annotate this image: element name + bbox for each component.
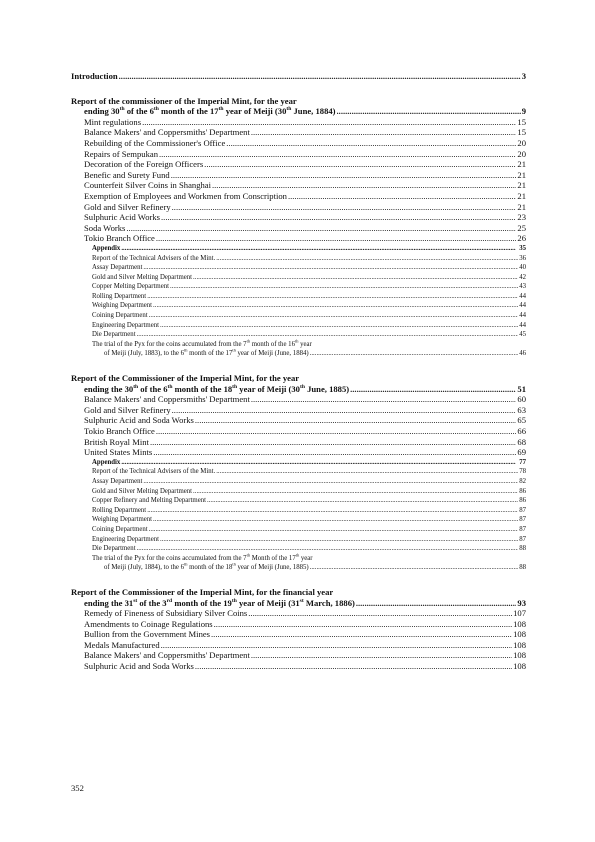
dot-leader — [156, 233, 517, 244]
ordinal-suffix: st — [299, 597, 304, 604]
entry-title: Assay Department — [92, 264, 143, 272]
entry-title: Copper Refinery and Melting Department — [92, 497, 207, 505]
entry-title: Mint regulations — [84, 116, 142, 127]
dot-leader — [211, 629, 512, 640]
entry-title: Gold and Silver Refinery — [84, 404, 171, 415]
pyx-entry-line2 — [71, 349, 526, 359]
appendix-entry — [71, 244, 526, 254]
dot-leader — [356, 598, 517, 609]
dot-leader — [248, 608, 512, 619]
dot-leader — [156, 426, 517, 437]
dot-leader — [160, 535, 518, 545]
page-ref: 108 — [513, 650, 526, 661]
dot-leader — [172, 202, 517, 213]
entry-title: Balance Makers' and Coppersmiths' Department — [84, 394, 250, 405]
text-segment: June, 1884) — [291, 106, 336, 117]
toc-subentry — [71, 301, 526, 311]
dot-leader — [137, 330, 519, 340]
page-ref: 36 — [519, 254, 526, 262]
page-ref: 26 — [517, 233, 526, 244]
text-segment: month of the 18 — [172, 383, 233, 394]
dot-leader — [172, 405, 517, 416]
dot-leader — [149, 311, 519, 321]
toc-entry — [71, 202, 526, 213]
page-ref: 42 — [519, 273, 526, 281]
section-heading: Report of the commissioner of the Imperial Mint, for the year — [71, 95, 297, 106]
pyx-entry-line1 — [71, 340, 526, 350]
page-ref: 86 — [519, 497, 526, 505]
page-ref: 65 — [517, 415, 526, 426]
toc-subentry — [71, 273, 526, 283]
page-ref: 44 — [519, 292, 526, 300]
page-ref: 15 — [517, 116, 526, 127]
section-subheading — [71, 598, 526, 609]
toc-entry — [71, 650, 526, 661]
dot-leader — [161, 640, 512, 651]
table-of-contents — [71, 71, 526, 672]
entry-title: Coining Department — [92, 525, 148, 533]
ordinal-suffix: th — [299, 383, 305, 390]
entry-title: United States Mints — [84, 447, 153, 458]
entry-title: Repairs of Sempukan — [84, 148, 158, 159]
text-segment: The trial of the Pyx for the coins accumulated from the 7 — [92, 340, 247, 348]
toc-subentry — [71, 525, 526, 535]
dot-leader — [153, 515, 518, 525]
ordinal-suffix: th — [246, 552, 251, 558]
entry-title: Appendix — [92, 244, 121, 252]
page-ref: 9 — [521, 106, 526, 117]
page-ref: 87 — [519, 506, 526, 514]
page-ref: 21 — [517, 190, 526, 201]
toc-subentry — [71, 515, 526, 525]
dot-leader — [310, 349, 519, 359]
ordinal-suffix: th — [167, 383, 173, 390]
page-ref: 77 — [519, 458, 526, 466]
entry-title: Die Department — [92, 331, 136, 339]
text-segment: of Meiji (July, 1884), to the 6 — [104, 564, 184, 572]
section-gap — [71, 359, 526, 373]
dot-leader — [171, 170, 517, 181]
pyx-entry-line2 — [71, 563, 526, 573]
entry-title: Decoration of the Foreign Officers — [84, 159, 204, 170]
entry-title: Introduction — [71, 71, 118, 81]
page-ref: 35 — [519, 244, 526, 252]
dot-leader — [195, 661, 512, 672]
toc-subentry — [71, 330, 526, 340]
toc-subentry — [71, 477, 526, 487]
text-segment: year of Meiji (31 — [236, 597, 300, 608]
entry-title: Sulphuric Acid and Soda Works — [84, 661, 194, 672]
dot-leader — [195, 415, 517, 426]
text-segment: month of the 17 — [187, 350, 233, 358]
text-segment: month of the 19 — [172, 597, 232, 608]
section-subheading — [71, 106, 526, 117]
page-ref: 108 — [513, 639, 526, 650]
entry-title — [84, 106, 336, 117]
dot-leader — [226, 138, 516, 149]
text-segment: year of Meiji (June, 1884) — [235, 350, 309, 358]
dot-leader — [204, 159, 516, 170]
text-segment: ending 30 — [84, 106, 120, 117]
dot-leader — [160, 321, 518, 331]
entry-title: Soda Works — [84, 222, 126, 233]
entry-title: Rolling Department — [92, 292, 147, 300]
dot-leader — [193, 273, 518, 283]
toc-entry — [71, 437, 526, 448]
dot-leader — [143, 263, 518, 273]
toc-entry — [71, 415, 526, 426]
toc-entry — [71, 138, 526, 149]
toc-entry — [71, 405, 526, 416]
section-gap — [71, 82, 526, 96]
toc-subentry — [71, 263, 526, 273]
page-ref: 87 — [519, 525, 526, 533]
text-segment: The trial of the Pyx for the coins accumulated from the 7 — [92, 554, 247, 562]
entry-title: Coining Department — [92, 312, 148, 320]
text-segment: ending the 30 — [84, 383, 134, 394]
entry-title: Engineering Department — [92, 535, 159, 543]
toc-entry — [71, 180, 526, 191]
entry-title: Engineering Department — [92, 321, 159, 329]
toc-entry — [71, 212, 526, 223]
page-ref: 21 — [517, 180, 526, 191]
page-ref: 46 — [519, 350, 526, 358]
page-ref: 3 — [521, 71, 526, 81]
entry-title: Rolling Department — [92, 506, 147, 514]
entry-title: Benefic and Surety Fund — [84, 169, 170, 180]
text-segment: June, 1885) — [304, 383, 350, 394]
page-ref: 15 — [517, 127, 526, 138]
dot-leader — [126, 223, 516, 234]
page-ref: 63 — [517, 404, 526, 415]
page-ref: 108 — [513, 618, 526, 629]
page-ref: 23 — [517, 212, 526, 223]
ordinal-suffix: th — [246, 338, 251, 344]
text-segment: of the 6 — [138, 383, 168, 394]
toc-subentry — [71, 254, 526, 264]
dot-leader — [207, 496, 518, 506]
entry-title: Gold and Silver Refinery — [84, 201, 171, 212]
page-ref: 45 — [519, 331, 526, 339]
entry-title: Medals Manufactured — [84, 639, 160, 650]
toc-entry — [71, 191, 526, 202]
pyx-entry-line1 — [71, 554, 526, 564]
page-ref: 66 — [517, 426, 526, 436]
page-ref: 86 — [519, 487, 526, 495]
entry-title: Bullion from the Government Mines — [84, 629, 211, 640]
entry-title: Gold and Silver Melting Department — [92, 487, 193, 495]
toc-entry — [71, 608, 526, 619]
page-ref: 44 — [519, 312, 526, 320]
entry-title: Sulphuric Acid and Soda Works — [84, 415, 194, 426]
page-ref: 93 — [517, 597, 526, 608]
ordinal-suffix: th — [183, 349, 188, 354]
section-gap — [71, 573, 526, 587]
entry-title: Balance Makers' and Coppersmiths' Department — [84, 650, 250, 661]
ordinal-suffix: th — [133, 383, 139, 390]
toc-subentry — [71, 535, 526, 545]
appendix-entry — [71, 458, 526, 468]
page-ref: 51 — [517, 383, 526, 394]
entry-title: Exemption of Employees and Workmen from Conscription — [84, 190, 287, 201]
dot-leader — [212, 180, 516, 191]
page-ref: 21 — [517, 169, 526, 180]
ordinal-suffix: th — [295, 552, 300, 558]
entry-title — [104, 563, 309, 573]
text-segment: month of the 16 — [250, 340, 295, 348]
section-heading: Report of the Commissioner of the Imperial Mint, for the year — [71, 373, 300, 384]
page-ref: 20 — [517, 148, 526, 159]
dot-leader — [216, 467, 518, 477]
text-segment: of the 3 — [137, 597, 167, 608]
page-ref: 21 — [517, 159, 526, 170]
page-ref: 108 — [513, 661, 526, 672]
page-ref: 20 — [517, 137, 526, 148]
dot-leader — [137, 544, 519, 554]
toc-entry — [71, 117, 526, 128]
dot-leader — [251, 127, 517, 138]
toc-entry — [71, 233, 526, 244]
ordinal-suffix: st — [133, 597, 138, 604]
text-segment: year — [298, 340, 312, 348]
entry-title — [104, 349, 309, 359]
text-segment: of the 6 — [124, 106, 154, 117]
entry-title: Remedy of Fineness of Subsidiary Silver Coins — [84, 608, 248, 619]
page-number: 352 — [71, 783, 84, 793]
dot-leader — [121, 244, 518, 254]
entry-title: Weighing Department — [92, 516, 153, 524]
toc-subentry — [71, 467, 526, 477]
ordinal-suffix: th — [286, 106, 292, 113]
text-segment: Month of the 17 — [250, 554, 296, 562]
ordinal-suffix: th — [294, 338, 299, 344]
page-ref: 82 — [519, 477, 526, 485]
toc-subentry — [71, 487, 526, 497]
page-ref: 44 — [519, 302, 526, 310]
dot-leader — [119, 71, 521, 82]
entry-title: Appendix — [92, 458, 121, 466]
toc-entry — [71, 629, 526, 640]
entry-title: Rebuilding of the Commissioner's Office — [84, 137, 226, 148]
page-ref: 78 — [519, 468, 526, 476]
dot-leader — [153, 301, 518, 311]
entry-title: Gold and Silver Melting Department — [92, 273, 193, 281]
dot-leader — [142, 117, 516, 128]
toc-subentry — [71, 292, 526, 302]
dot-leader — [251, 650, 512, 661]
entry-title: Tokio Branch Office — [84, 426, 155, 436]
ordinal-suffix: rd — [166, 597, 173, 604]
section-heading: Report of the Commissioner of the Imperial Mint, for the financial year — [71, 586, 334, 597]
entry-title: Copper Melting Department — [92, 283, 170, 291]
text-segment: month of the 17 — [158, 106, 219, 117]
text-segment: of Meiji (July, 1883), to the 6 — [104, 350, 184, 358]
page-ref: 43 — [519, 283, 526, 291]
dot-leader — [143, 477, 518, 487]
toc-entry — [71, 149, 526, 160]
toc-subentry — [71, 282, 526, 292]
toc-entry — [71, 394, 526, 405]
text-segment: year of Meiji (30 — [237, 383, 300, 394]
toc-entry — [71, 447, 526, 458]
page-ref: 88 — [519, 545, 526, 553]
entry-title: Die Department — [92, 545, 136, 553]
entry-title — [84, 598, 355, 609]
dot-leader — [214, 619, 512, 630]
entry-title — [84, 384, 349, 395]
dot-leader — [170, 282, 518, 292]
page-ref: 87 — [519, 535, 526, 543]
dot-leader — [337, 106, 521, 117]
page-ref: 88 — [519, 564, 526, 572]
ordinal-suffix: th — [232, 349, 236, 354]
dot-leader — [147, 506, 518, 516]
section-subheading — [71, 384, 526, 395]
dot-leader — [193, 487, 518, 497]
dot-leader — [310, 563, 519, 573]
toc-entry — [71, 661, 526, 672]
toc-subentry — [71, 506, 526, 516]
ordinal-suffix: th — [232, 563, 236, 568]
toc-entry — [71, 640, 526, 651]
page-ref: 21 — [517, 201, 526, 212]
page-ref: 108 — [513, 629, 526, 640]
page-ref: 107 — [513, 608, 526, 619]
ordinal-suffix: th — [231, 597, 237, 604]
toc-subentry — [71, 311, 526, 321]
toc-entry — [71, 619, 526, 630]
entry-title: Tokio Branch Office — [84, 233, 155, 244]
text-segment: year of Meiji (30 — [223, 106, 287, 117]
ordinal-suffix: th — [153, 106, 159, 113]
entry-title: Report of the Technical Advisers of the Mint. — [92, 468, 216, 476]
text-segment: ending the 31 — [84, 597, 134, 608]
dot-leader — [147, 292, 518, 302]
dot-leader — [251, 394, 517, 405]
dot-leader — [350, 384, 516, 395]
toc-subentry — [71, 321, 526, 331]
page-ref: 44 — [519, 321, 526, 329]
text-segment: year of Meiji (June, 1885) — [235, 564, 309, 572]
page-ref: 25 — [517, 222, 526, 233]
page-ref: 60 — [517, 394, 526, 405]
dot-leader — [159, 149, 516, 160]
dot-leader — [121, 458, 518, 468]
entry-title: Amendments to Coinage Regulations — [84, 618, 213, 629]
page-ref: 40 — [519, 264, 526, 272]
ordinal-suffix: th — [183, 563, 188, 568]
toc-entry — [71, 426, 526, 437]
toc-entry — [71, 170, 526, 181]
entry-title: Weighing Department — [92, 302, 153, 310]
ordinal-suffix: th — [218, 106, 224, 113]
dot-leader — [161, 212, 516, 223]
entry-title: British Royal Mint — [84, 436, 149, 447]
toc-subentry — [71, 496, 526, 506]
text-segment: March, 1886) — [303, 597, 355, 608]
ordinal-suffix: th — [232, 383, 238, 390]
entry-title: Assay Department — [92, 477, 143, 485]
text-segment: month of the 18 — [187, 564, 233, 572]
entry-title: Sulphuric Acid Works — [84, 212, 161, 223]
page-ref: 68 — [517, 436, 526, 447]
page-ref: 87 — [519, 516, 526, 524]
dot-leader — [288, 191, 516, 202]
dot-leader — [149, 525, 519, 535]
toc-entry — [71, 127, 526, 138]
ordinal-suffix: th — [119, 106, 125, 113]
text-segment: year — [299, 554, 313, 562]
entry-title: Counterfeit Silver Coins in Shanghai — [84, 180, 211, 191]
dot-leader — [216, 254, 518, 264]
dot-leader — [150, 437, 516, 448]
page-ref: 69 — [517, 447, 526, 458]
entry-title: Balance Makers' and Coppersmiths' Department — [84, 127, 250, 138]
toc-entry — [71, 223, 526, 234]
entry-title: Report of the Technical Advisers of the Mint. — [92, 254, 216, 262]
toc-entry-introduction — [71, 71, 526, 82]
toc-entry — [71, 159, 526, 170]
dot-leader — [153, 447, 516, 458]
